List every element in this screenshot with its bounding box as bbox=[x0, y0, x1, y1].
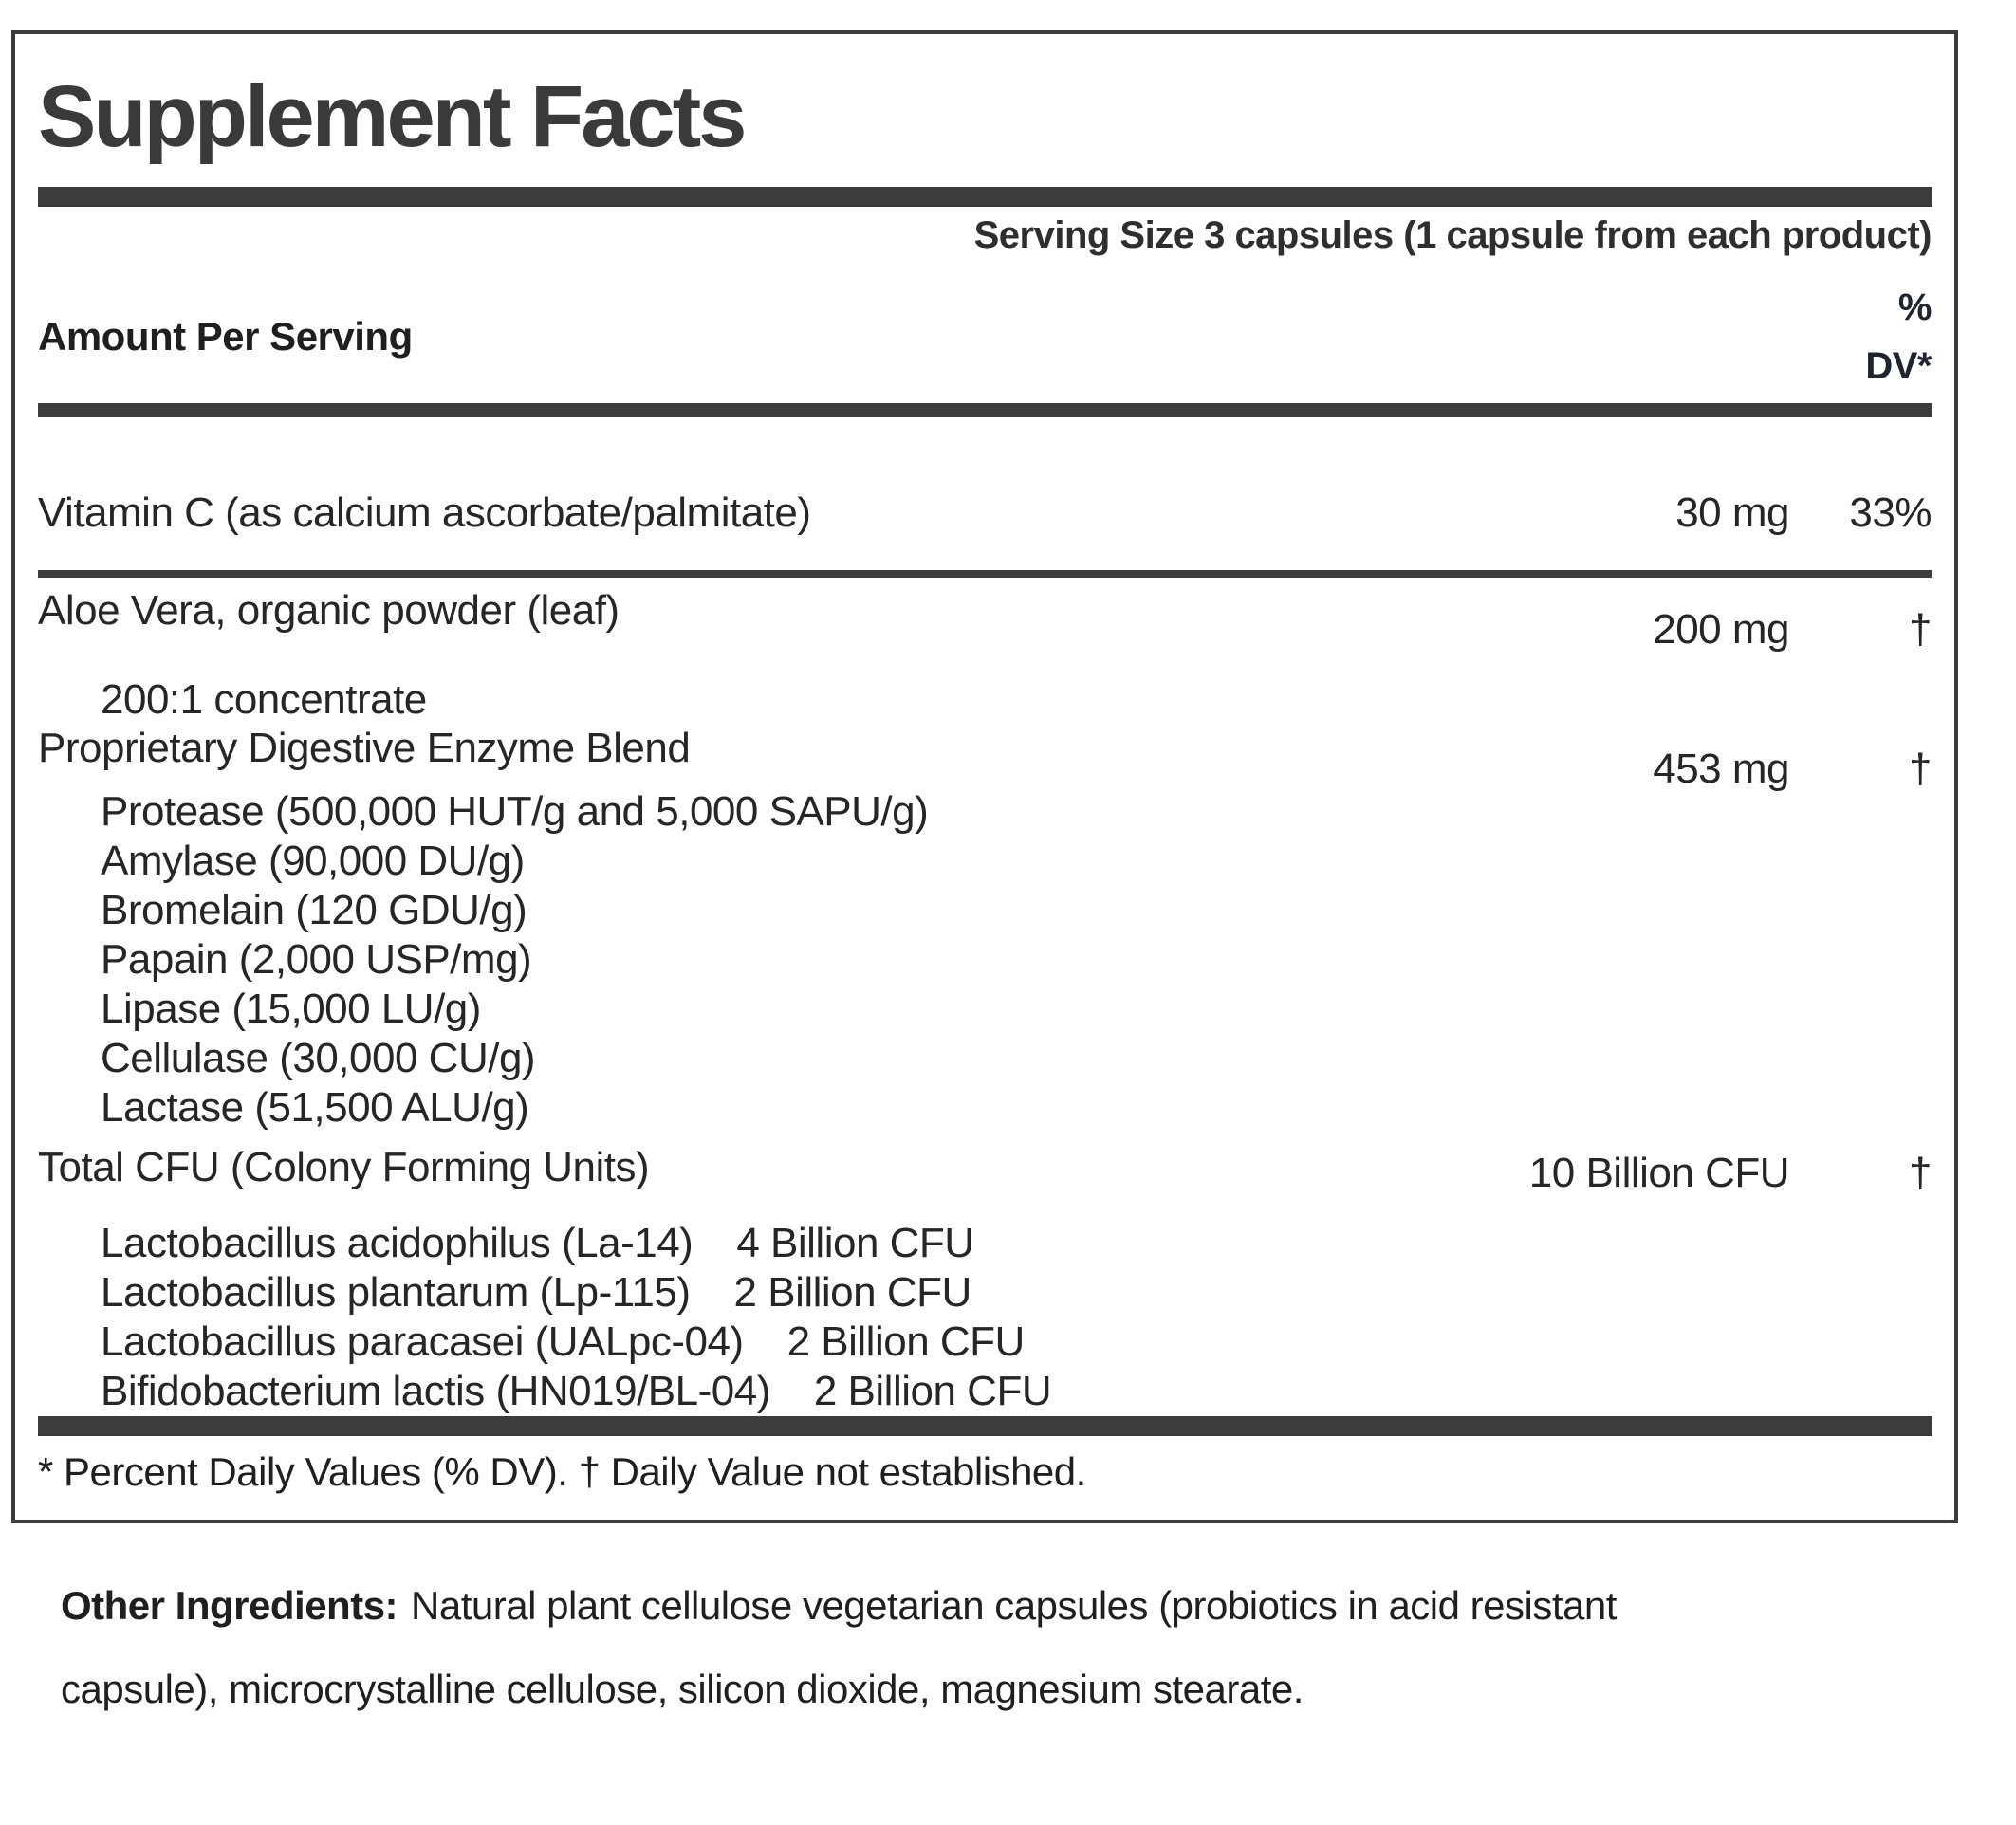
list-item: Bromelain (120 GDU/g) bbox=[101, 887, 527, 934]
probiotic-amount: 2 Billion CFU bbox=[733, 1269, 971, 1316]
percent-dv-header bbox=[1865, 286, 1932, 388]
ingredient-detail-concentrate: 200:1 concentrate bbox=[101, 676, 427, 724]
ingredient-amount: 200 mg bbox=[1653, 605, 1789, 653]
probiotic-amount: 2 Billion CFU bbox=[813, 1368, 1052, 1414]
ingredient-dv: † bbox=[1909, 1150, 1932, 1197]
ingredient-amount: 10 Billion CFU bbox=[1528, 1150, 1789, 1197]
list-item bbox=[101, 1268, 1932, 1318]
list-item: Lactase (51,500 ALU/g) bbox=[101, 1084, 529, 1132]
ingredient-name: Aloe Vera, organic powder (leaf) bbox=[38, 586, 620, 634]
supplement-facts-panel bbox=[11, 30, 1958, 1523]
ingredient-row-aloe-vera bbox=[38, 586, 1932, 653]
probiotic-name: Lactobacillus acidophilus (La-14) bbox=[101, 1220, 694, 1266]
list-item: Protease (500,000 HUT/g and 5,000 SAPU/g) bbox=[101, 788, 929, 836]
probiotic-name: Lactobacillus paracasei (UALpc-04) bbox=[101, 1318, 744, 1365]
probiotic-amount: 2 Billion CFU bbox=[786, 1318, 1025, 1365]
page bbox=[0, 30, 2016, 1825]
probiotic-name: Bifidobacterium lactis (HN019/BL-04) bbox=[101, 1368, 770, 1414]
column-header-row bbox=[38, 286, 1932, 388]
divider-thick-top bbox=[38, 187, 1932, 207]
other-ingredients-label: Other Ingredients: bbox=[61, 1583, 398, 1628]
footnote: * Percent Daily Values (% DV). † Daily Value not established. bbox=[38, 1449, 1086, 1494]
ingredient-name: Proprietary Digestive Enzyme Blend bbox=[38, 724, 691, 771]
list-item bbox=[101, 1367, 1932, 1416]
probiotic-name: Lactobacillus plantarum (Lp-115) bbox=[101, 1269, 691, 1316]
other-ingredients-line1 bbox=[61, 1582, 2016, 1630]
probiotic-amount: 4 Billion CFU bbox=[736, 1220, 974, 1266]
enzyme-component-list bbox=[101, 787, 1932, 1133]
ingredient-amount: 30 mg bbox=[1675, 489, 1789, 537]
ingredient-dv: † bbox=[1909, 605, 1932, 653]
ingredient-amount: 453 mg bbox=[1653, 745, 1789, 792]
other-ingredients-text: Natural plant cellulose vegetarian capsules (probiotics in acid resistant bbox=[411, 1583, 1617, 1628]
ingredient-dv: † bbox=[1909, 745, 1932, 792]
list-item bbox=[101, 1318, 1932, 1367]
serving-size-text: Serving Size 3 capsules (1 capsule from each product) bbox=[973, 214, 1932, 257]
other-ingredients bbox=[0, 1582, 2016, 1714]
dv-label: DV* bbox=[1865, 345, 1932, 388]
amount-per-serving-header: Amount Per Serving bbox=[38, 314, 413, 359]
divider-thick-bottom bbox=[38, 1416, 1932, 1436]
list-item: Papain (2,000 USP/mg) bbox=[101, 936, 532, 984]
divider-thin bbox=[38, 570, 1932, 578]
probiotic-component-list bbox=[101, 1219, 1932, 1416]
list-item bbox=[101, 1219, 1932, 1268]
other-ingredients-line2: capsule), microcrystalline cellulose, silicon dioxide, magnesium stearate. bbox=[61, 1667, 1304, 1712]
ingredient-row-vitamin-c bbox=[38, 489, 1932, 538]
ingredient-dv: 33% bbox=[1849, 489, 1932, 537]
list-item: Lipase (15,000 LU/g) bbox=[101, 986, 481, 1033]
panel-title: Supplement Facts bbox=[38, 68, 745, 165]
ingredient-row-total-cfu bbox=[38, 1144, 1932, 1197]
ingredient-name: Total CFU (Colony Forming Units) bbox=[38, 1144, 650, 1191]
ingredient-row-enzyme-blend bbox=[38, 724, 1932, 792]
list-item: Cellulase (30,000 CU/g) bbox=[101, 1035, 536, 1082]
percent-symbol: % bbox=[1897, 286, 1932, 329]
divider-medium-header bbox=[38, 403, 1932, 417]
list-item: Amylase (90,000 DU/g) bbox=[101, 838, 525, 885]
ingredient-name: Vitamin C (as calcium ascorbate/palmitate) bbox=[38, 489, 811, 537]
